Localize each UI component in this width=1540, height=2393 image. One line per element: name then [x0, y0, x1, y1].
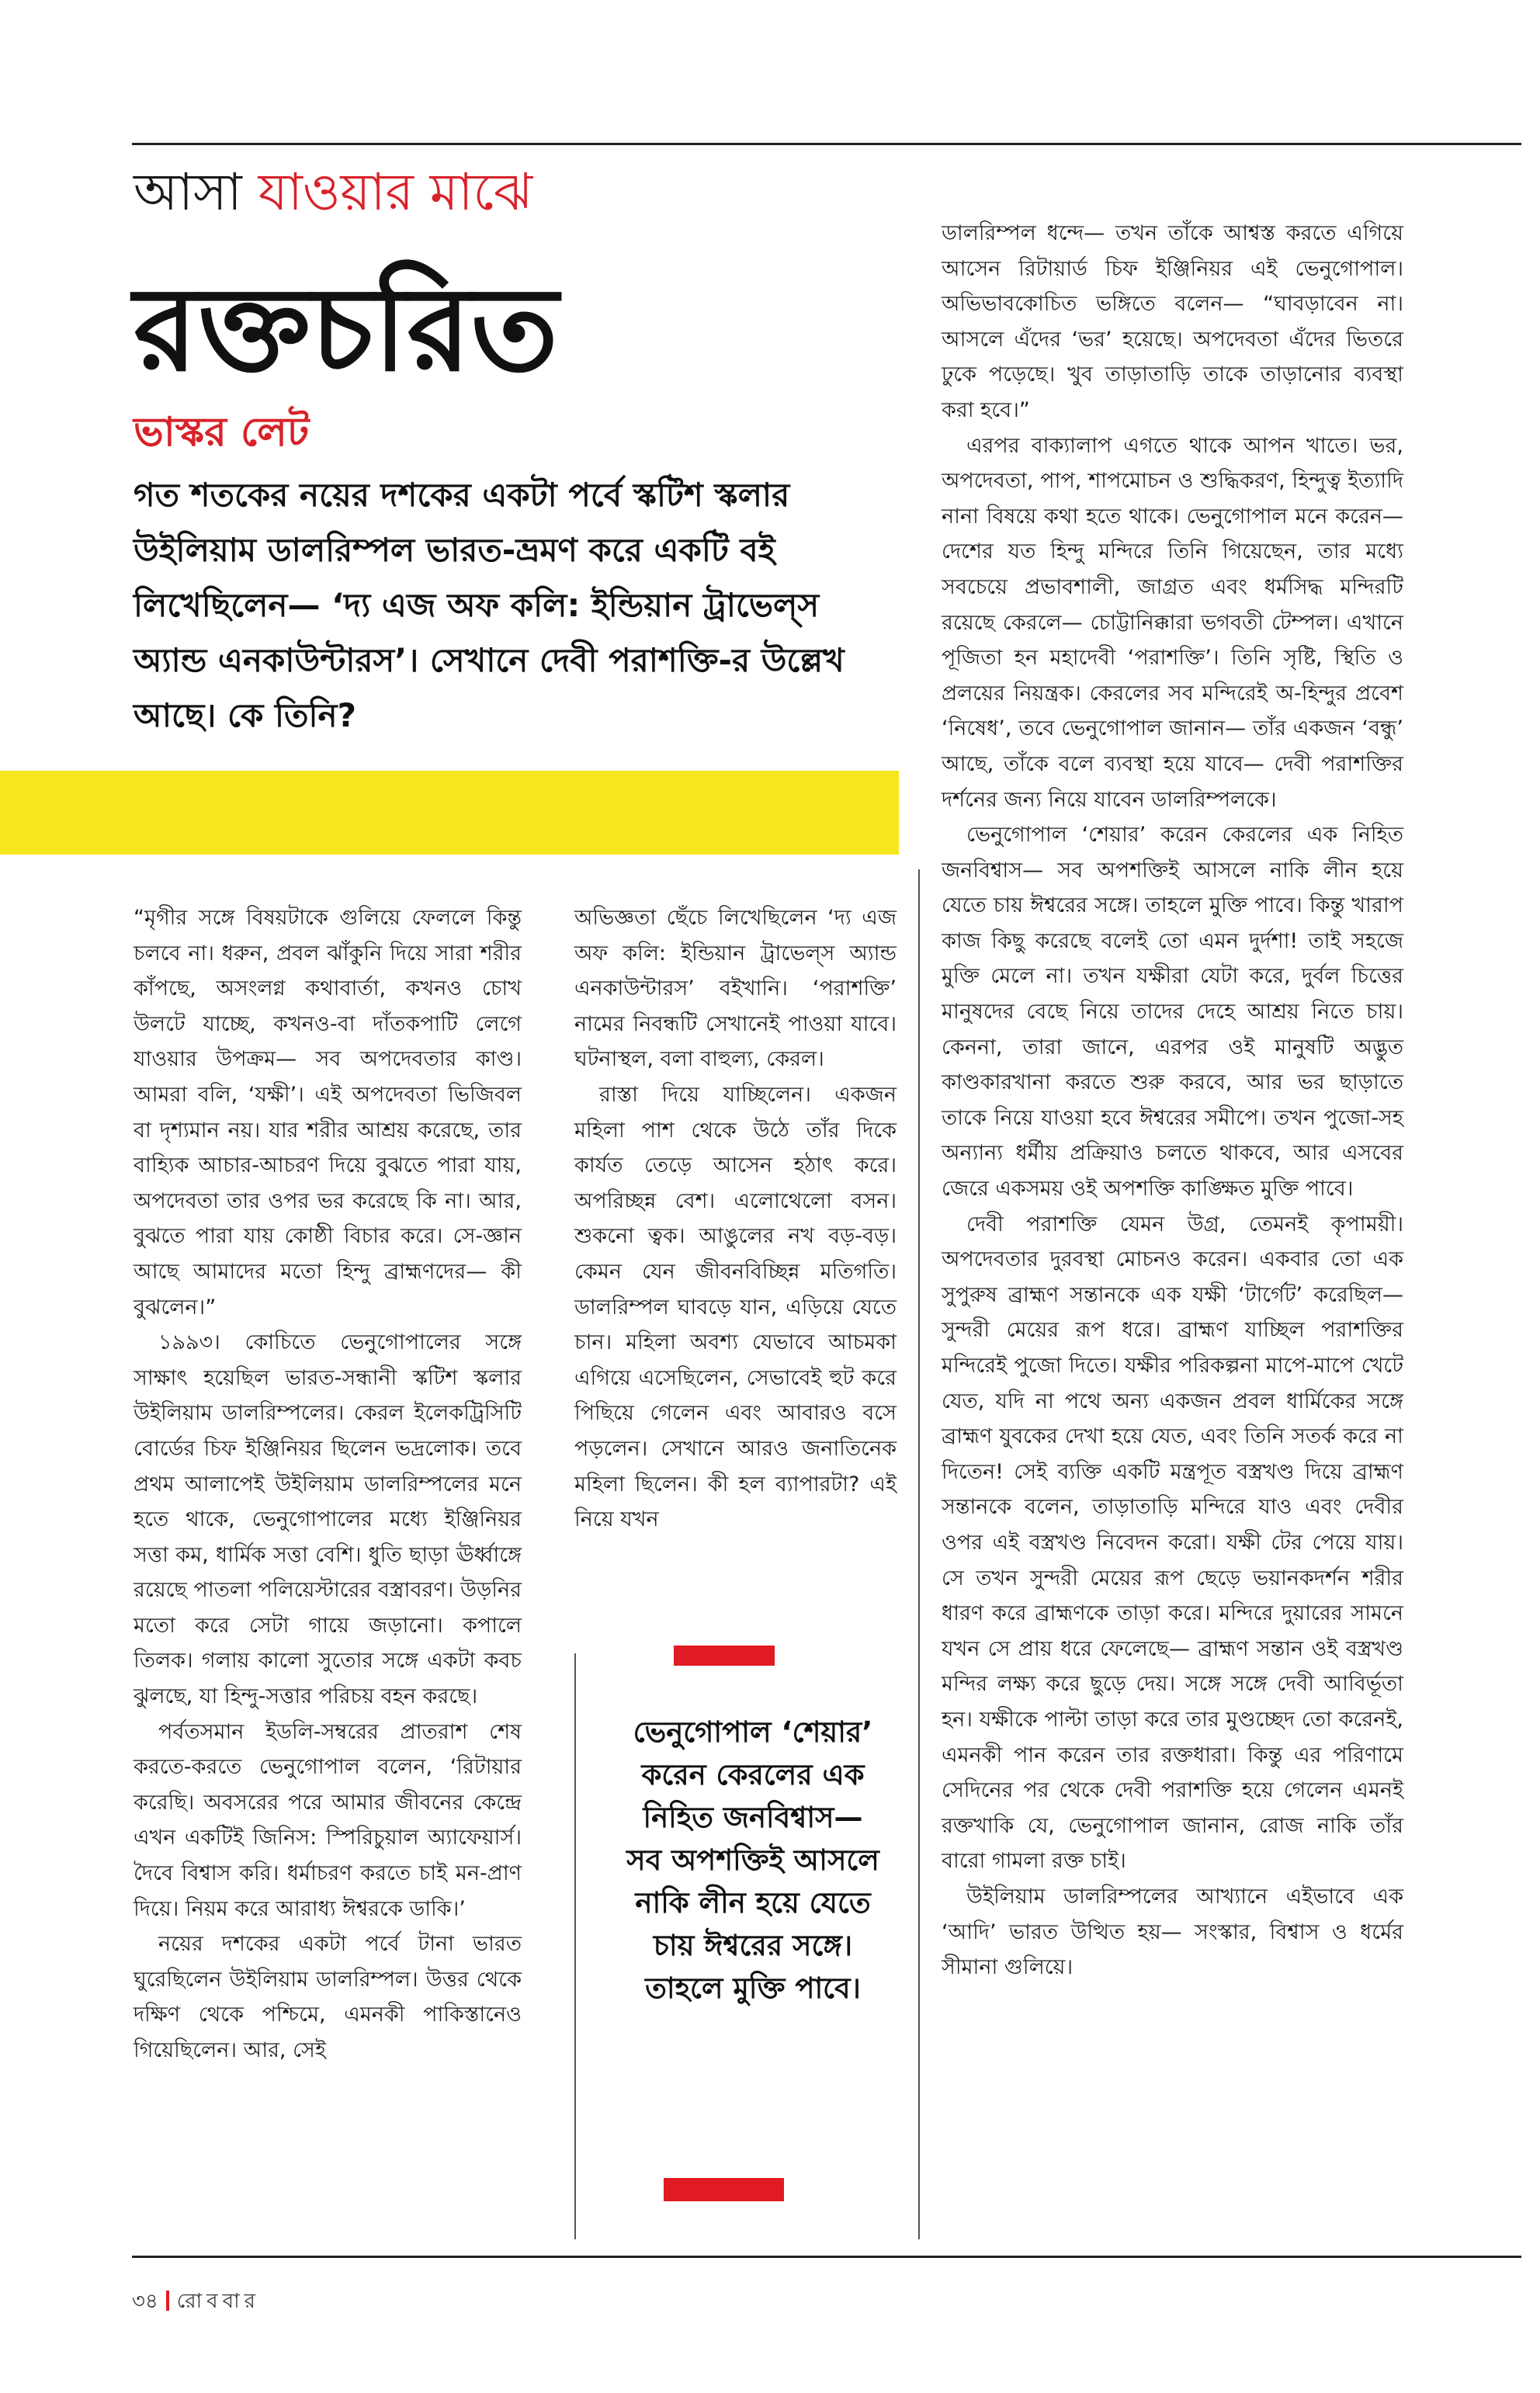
column-divider — [918, 869, 920, 2239]
headline: রক্তচরিত — [134, 262, 559, 397]
page-number: ৩৪ — [132, 2290, 158, 2313]
paragraph: এরপর বাক্যালাপ এগতে থাকে আপন খাতে। ভর, অপদেবতা, পাপ, শাপমোচন ও শুদ্ধিকরণ, হিন্দুত্ব ইত্যাদি নানা বিষয়ে কথা হতে থাকে। ভেনুগোপাল মনে করেন— দেশের যত হিন্দু মন্দিরে তিনি গিয়েছেন, তার মধ্যে সবচেয়ে প্রভাবশালী, জাগ্রত এবং ধর্মসিদ্ধ মন্দিরটি রয়েছে কেরলে— চোট্টানিক্কারা ভগবতী টেম্পল। এখানে পূজিতা হন মহাদেবী ‘পরাশক্তি’। তিনি সৃষ্টি, স্থিতি ও প্রলয়ের নিয়ন্ত্রক। কেরলের সব মন্দিরেই অ-হিন্দুর প্রবেশ ‘নিষেধ’, তবে ভেনুগোপাল জানান— তাঁর একজন ‘বন্ধু’ আছে, তাঁকে বলে ব্যবস্থা হয়ে যাবে— দেবী পরাশক্তির দর্শনের জন্য নিয়ে যাবেন ডালরিম্পলকে। — [942, 433, 1403, 812]
paragraph: ১৯৯৩। কোচিতে ভেনুগোপালের সঙ্গে সাক্ষাৎ হয়েছিল ভারত-সন্ধানী স্কটিশ স্কলার উইলিয়াম ডালরিম্পলের। কেরল ইলেকট্রিসিটি বোর্ডের চিফ ইঞ্জিনিয়র ছিলেন ভদ্রলোক। তবে প্রথম আলাপেই উইলিয়াম ডালরিম্পলের মনে হতে থাকে, ভেনুগোপালের মধ্যে ইঞ্জিনিয়র সত্তা কম, ধার্মিক সত্তা বেশি। ধুতি ছাড়া ঊর্ধ্বাঙ্গে রয়েছে পাতলা পলিয়েস্টারের বস্ত্রাবরণ। উড়নির মতো করে সেটা গায়ে জড়ানো। কপালে তিলক। গলায় কালো সুতোর সঙ্গে একটা কবচ ঝুলছে, যা হিন্দু-সত্তার পরিচয় বহন করছে। — [134, 1330, 522, 1709]
section-label-part1: আসা — [134, 162, 242, 222]
top-rule — [132, 143, 1521, 145]
footer-divider — [166, 2291, 169, 2311]
body-column-1 — [134, 900, 522, 2069]
pull-quote-bar-bottom — [664, 2178, 784, 2201]
page-footer — [132, 2288, 260, 2315]
section-label — [134, 159, 532, 226]
paragraph: পর্বতসমান ইডলি-সম্বরের প্রাতরাশ শেষ করতে-করতে ভেনুগোপাল বলেন, ‘রিটায়ার করেছি। অবসরের পরে আমার জীবনের কেন্দ্রে এখন একটিই জিনিস: স্পিরিচুয়াল অ্যাফেয়ার্স। দৈবে বিশ্বাস করি। ধর্মাচরণ করতে চাই মন-প্রাণ দিয়ে। নিয়ম করে আরাধ্য ঈশ্বরকে ডাকি।’ — [134, 1719, 522, 1921]
yellow-highlight-band — [0, 771, 899, 855]
byline: ভাস্কর লেট — [134, 409, 310, 456]
pull-quote — [621, 1646, 885, 2204]
paragraph: নয়ের দশকের একটা পর্বে টানা ভারত ঘুরেছিলেন উইলিয়াম ডালরিম্পল। উত্তর থেকে দক্ষিণ থেকে পশ্চিমে, এমনকী পাকিস্তানেও গিয়েছিলেন। আর, সেই — [134, 1932, 522, 2062]
paragraph: “মৃগীর সঙ্গে বিষয়টাকে গুলিয়ে ফেললে কিন্তু চলবে না। ধরুন, প্রবল ঝাঁকুনি দিয়ে সারা শরীর কাঁপছে, অসংলগ্ন কথাবার্তা, কখনও চোখ উলটে যাচ্ছে, কখনও-বা দাঁতকপাটি লেগে যাওয়ার উপক্রম— সব অপদেবতার কাণ্ড। আমরা বলি, ‘যক্ষী’। এই অপদেবতা ভিজিবল বা দৃশ্যমান নয়। যার শরীর আশ্রয় করেছে, তার বাহ্যিক আচার-আচরণ দিয়ে বুঝতে পারা যায়, অপদেবতা তার ওপর ভর করেছে কি না। আর, বুঝতে পারা যায় কোষ্ঠী বিচার করে। সে-জ্ঞান আছে আমাদের মতো হিন্দু ব্রাহ্মণদের— কী বুঝলেন।” — [134, 906, 522, 1320]
body-column-3 — [942, 216, 1403, 1985]
paragraph: ভেনুগোপাল ‘শেয়ার’ করেন কেরলের এক নিহিত জনবিশ্বাস— সব অপশক্তিই আসলে নাকি লীন হয়ে যেতে চায় ঈশ্বরের সঙ্গে। তাহলে মুক্তি পাবে। কিন্তু খারাপ কাজ কিছু করেছে বলেই তো এমন দুর্দশা! তাই সহজে মুক্তি মেলে না। তখন যক্ষীরা যেটা করে, দুর্বল চিত্তের মানুষদের বেছে নিয়ে তাদের দেহে আশ্রয় নিতে চায়। কেননা, তারা জানে, এরপর ওই মানুষটি অদ্ভুত কাণ্ডকারখানা করতে শুরু করবে, আর ভর ছাড়াতে তাকে নিয়ে যাওয়া হবে ঈশ্বরের সমীপে। তখন পুজো-সহ অন্যান্য ধর্মীয় প্রক্রিয়াও চলতে থাকবে, আর এসবের জেরে একসময় ওই অপশক্তি কাঙ্ক্ষিত মুক্তি পাবে। — [942, 823, 1403, 1202]
section-label-part2: যাওয়ার মাঝে — [258, 162, 533, 222]
publication-name: রোববার — [176, 2290, 260, 2313]
paragraph: অভিজ্ঞতা ছেঁচে লিখেছিলেন ‘দ্য এজ অফ কলি: ইন্ডিয়ান ট্রাভেল্‌স অ্যান্ড এনকাউন্টারস’ বইখানি। ‘পরাশক্তি’ নামের নিবন্ধটি সেখানেই পাওয়া যাবে। ঘটনাস্থল, বলা বাহুল্য, কেরল। — [574, 906, 897, 1072]
pull-quote-bar-top — [674, 1646, 775, 1666]
paragraph: ডালরিম্পল ধন্দে— তখন তাঁকে আশ্বস্ত করতে এগিয়ে আসেন রিটায়ার্ড চিফ ইঞ্জিনিয়র এই ভেনুগোপাল। অভিভাবকোচিত ভঙ্গিতে বলেন— “ঘাবড়াবেন না। আসলে এঁদের ‘ভর’ হয়েছে। অপদেবতা এঁদের ভিতরে ঢুকে পড়েছে। খুব তাড়াতাড়ি তাকে তাড়ানোর ব্যবস্থা করা হবে।” — [942, 221, 1403, 422]
paragraph: রাস্তা দিয়ে যাচ্ছিলেন। একজন মহিলা পাশ থেকে উঠে তাঁর দিকে কার্যত তেড়ে আসেন হঠাৎ করে। অপরিচ্ছন্ন বেশ। এলোথেলো বসন। শুকনো ত্বক। আঙুলের নখ বড়-বড়। কেমন যেন জীবনবিচ্ছিন্ন মতিগতি। ডালরিম্পল ঘাবড়ে যান, এড়িয়ে যেতে চান। মহিলা অবশ্য যেভাবে আচমকা এগিয়ে এসেছিলেন, সেভাবেই হুট করে পিছিয়ে গেলেন এবং আবারও বসে পড়লেন। সেখানে আরও জনাতিনেক মহিলা ছিলেন। কী হল ব্যাপারটা? এই নিয়ে যখন — [574, 1082, 897, 1532]
standfirst: গত শতকের নয়ের দশকের একটা পর্বে স্কটিশ স্কলার উইলিয়াম ডালরিম্পল ভারত-ভ্রমণ করে একটি বই লিখেছিলেন— ‘দ্য এজ অফ কলি: ইন্ডিয়ান ট্রাভেল্‌স অ্যান্ড এনকাউন্টারস’। সেখানে দেবী পরাশক্তি-র উল্লেখ আছে। কে তিনি? — [134, 476, 845, 734]
paragraph: উইলিয়াম ডালরিম্পলের আখ্যানে এইভাবে এক ‘আদি’ ভারত উত্থিত হয়— সংস্কার, বিশ্বাস ও ধর্মের সীমানা গুলিয়ে। — [942, 1884, 1403, 1980]
pull-quote-text: ভেনুগোপাল ‘শেয়ার’ করেন কেরলের এক নিহিত জনবিশ্বাস— সব অপশক্তিই আসলে নাকি লীন হয়ে যেতে চায় ঈশ্বরের সঙ্গে। তাহলে মুক্তি পাবে। — [626, 1715, 879, 2005]
paragraph: দেবী পরাশক্তি যেমন উগ্র, তেমনই কৃপাময়ী। অপদেবতার দুরবস্থা মোচনও করেন। একবার তো এক সুপুরুষ ব্রাহ্মণ সন্তানকে এক যক্ষী ‘টার্গেট’ করেছিল— সুন্দরী মেয়ের রূপ ধরে। ব্রাহ্মণ যাচ্ছিল পরাশক্তির মন্দিরেই পুজো দিতে। যক্ষীর পরিকল্পনা মাপে-মাপে খেটে যেত, যদি না পথে অন্য একজন প্রবল ধার্মিকের সঙ্গে ব্রাহ্মণ যুবকের দেখা হয়ে যেত, এবং তিনি সতর্ক করে না দিতেন! সেই ব্যক্তি একটি মন্ত্রপূত বস্ত্রখণ্ড দিয়ে ব্রাহ্মণ সন্তানকে বলেন, তাড়াতাড়ি মন্দিরে যাও এবং দেবীর ওপর এই বস্ত্রখণ্ড নিবেদন করো। যক্ষী টের পেয়ে যায়। সে তখন সুন্দরী মেয়ের রূপ ছেড়ে ভয়ানকদর্শন শরীর ধারণ করে ব্রাহ্মণকে তাড়া করে। মন্দিরে দুয়ারের সামনে যখন সে প্রায় ধরে ফেলেছে— ব্রাহ্মণ সন্তান ওই বস্ত্রখণ্ড মন্দির লক্ষ্য করে ছুড়ে দেয়। সঙ্গে সঙ্গে দেবী আবির্ভূতা হন। যক্ষীকে পাল্টা তাড়া করে তার মুণ্ডচ্ছেদ তো করেনই, এমনকী পান করেন তার রক্তধারা। কিন্তু এর পরিণামে সেদিনের পর থেকে দেবী পরাশক্তি হয়ে গেলেন এমনই রক্তখাকি যে, ভেনুগোপাল জানান, রোজ নাকি তাঁর বারো গামলা রক্ত চাই। — [942, 1212, 1403, 1874]
body-column-2 — [574, 900, 897, 1538]
column-divider — [574, 1653, 576, 2239]
bottom-rule — [132, 2256, 1521, 2258]
